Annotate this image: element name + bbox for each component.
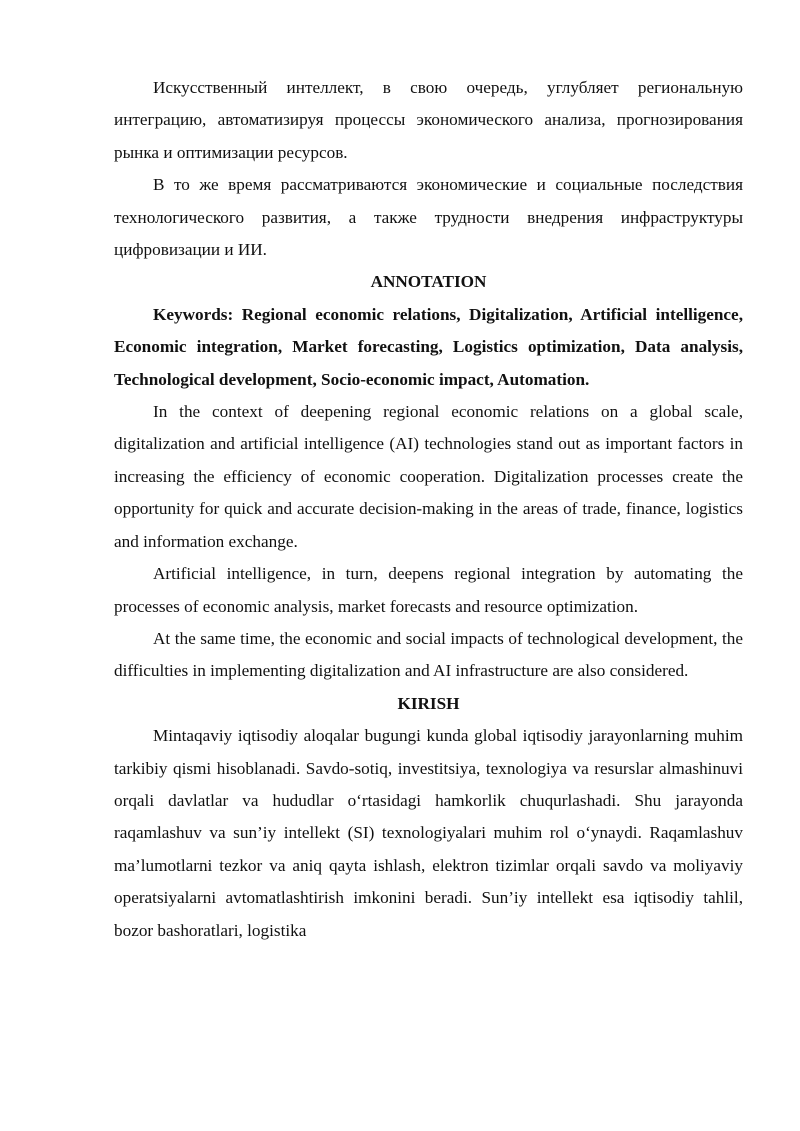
document-page <box>114 72 743 947</box>
en-paragraph-impacts: At the same time, the economic and social impacts of technological development, the difficulties in implementing digitalization and AI infrastructure are also considered. <box>114 628 743 681</box>
en-paragraph-ai-integration: Artificial intelligence, in turn, deepens regional integration by automating the processes of economic analysis, market forecasts and resource optimization. <box>114 564 743 616</box>
ru-paragraph-ai-integration: Искусственный интеллект, в свою очередь, углубляет региональную интеграцию, автоматизируя процессы экономического анализа, прогнозирования рынка и оптимизации ресурсов. <box>114 78 743 162</box>
keywords-paragraph: Keywords: Regional economic relations, Digitalization, Artificial intelligence, Economic integration, Market forecasting, Logistics optimization, Data analysis, Technological development, Socio-economic impact, Automation. <box>114 304 743 389</box>
annotation-heading: ANNOTATION <box>370 272 487 292</box>
ru-paragraph-consequences: В то же время рассматриваются экономические и социальные последствия технологического развития, а также трудности внедрения инфраструктуры цифровизации и ИИ. <box>114 175 743 260</box>
uz-paragraph-intro: Mintaqaviy iqtisodiy aloqalar bugungi kunda global iqtisodiy jarayonlarning muhim tarkibiy qismi hisoblanadi. Savdo-sotiq, investitsiya, texnologiya va resurslar almashinuvi orqali davlatlar va hududlar oʻrtasidagi hamkorlik chuqurlashadi. Shu jarayonda raqamlashuv va sun’iy intellekt (SI) texnologiyalari muhim rol oʻynaydi. Raqamlashuv ma’lumotlarni tezkor va aniq qayta ishlash, elektron tizimlar orqali savdo va moliyaviy operatsiyalarni avtomatlashtirish imkonini beradi. Sun’iy intellekt esa iqtisodiy tahlil, bozor bashoratlari, logistika <box>114 726 743 940</box>
kirish-heading: KIRISH <box>397 693 460 713</box>
en-paragraph-context: In the context of deepening regional economic relations on a global scale, digitalization and artificial intelligence (AI) technologies stand out as important factors in increasing the efficiency of economic cooperation. Digitalization processes create the opportunity for quick and accurate decision-making in the areas of trade, finance, logistics and information exchange. <box>114 402 743 551</box>
